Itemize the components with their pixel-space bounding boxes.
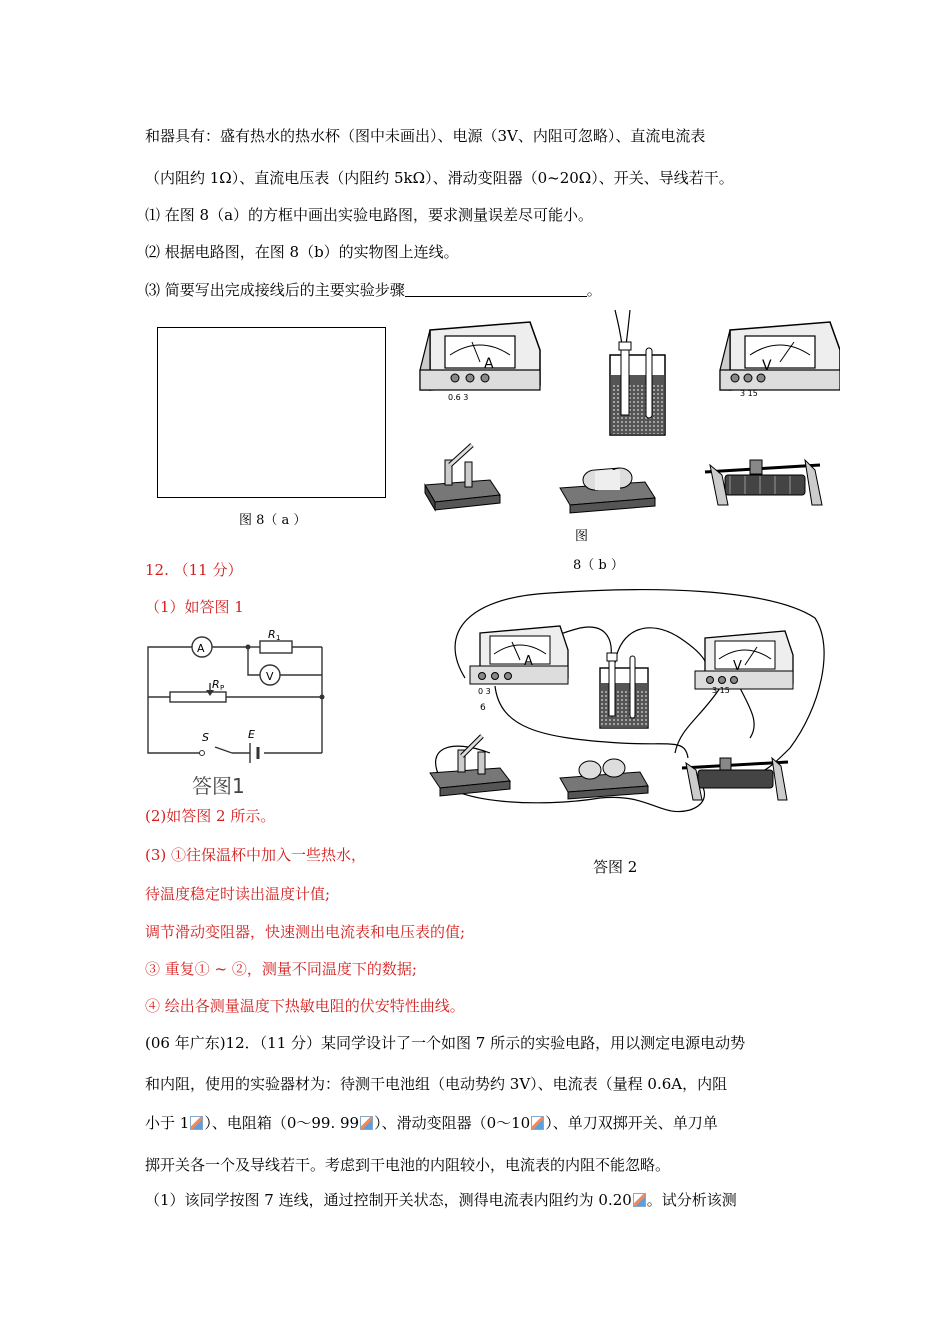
figure-8a-caption: 图 8（ a ） [239, 513, 307, 528]
omega-image-icon [531, 1116, 544, 1130]
q06-line-3-d: ）、单刀双掷开关、单刀单 [545, 1114, 718, 1132]
answer-figure-1-caption: 答图1 [192, 774, 245, 798]
answer-voltmeter-scale: 3 15 [712, 686, 730, 695]
q06-line-4: 掷开关各一个及导线若干。考虑到干电池的内阻较小，电流表的内阻不能忽略。 [145, 1156, 671, 1174]
answer-rheostat [682, 758, 788, 800]
figure-8b-caption-2: 8（ b ） [573, 558, 624, 573]
answer-title: 12. （11 分） [145, 561, 243, 579]
q06-line-3 [145, 1113, 718, 1133]
answer-part-3: (3) ①往保温杯中加入一些热水， [145, 846, 367, 864]
answer-figure-2-caption: 答图 2 [593, 858, 638, 876]
answer-figure-1-circuit [140, 625, 330, 805]
answer-battery-holder [560, 759, 648, 799]
q06-line-3-a: 小于 1 [145, 1114, 190, 1132]
q06-line-2: 和内阻，使用的实验器材为：待测干电池组（电动势约 3V）、电流表（量程 0.6A，内阻 [145, 1075, 728, 1093]
figure-8b-caption-1: 图 [575, 529, 589, 544]
answer-ammeter-letter: A [524, 654, 533, 669]
ammeter [420, 322, 540, 402]
q06-line-1: (06 年广东)12．（11 分）某同学设计了一个如图 7 所示的实验电路，用以测定电源电动势 [145, 1034, 746, 1052]
figure-8b-apparatus [400, 300, 840, 530]
text-line-2: （内阻约 1Ω）、直流电压表（内阻约 5kΩ）、滑动变阻器（0~20Ω）、开关、导线若干。 [145, 169, 734, 187]
answer-blank [405, 280, 587, 297]
q06-line-5-b: 。试分析该测 [646, 1191, 737, 1209]
circuit-switch-label: S [202, 731, 209, 744]
ammeter-scale: 0.6 3 [448, 393, 469, 402]
circuit-battery-label: E [248, 728, 255, 741]
question-3 [145, 280, 602, 300]
answer-ammeter-scale: 0 3 [478, 687, 491, 696]
answer-part-1: （1）如答图 1 [145, 598, 244, 616]
question-2: ⑵ 根据电路图，在图 8（b）的实物图上连线。 [145, 243, 459, 261]
answer-step-4: ④ 绘出各测量温度下热敏电阻的伏安特性曲线。 [145, 997, 465, 1015]
answer-figure-2-wiring [420, 578, 840, 828]
ammeter-letter: A [484, 356, 494, 372]
voltmeter-letter: V [762, 358, 772, 374]
rheostat [705, 460, 822, 505]
circuit-rp-sub: P [220, 684, 225, 692]
circuit-r1-sub: 1 [276, 634, 281, 642]
question-1: ⑴ 在图 8（a）的方框中画出实验电路图，要求测量误差尽可能小。 [145, 206, 594, 224]
circuit-rp-label: R [212, 678, 220, 691]
text-line-1: 和器具有：盛有热水的热水杯（图中未画出）、电源（3V、内阻可忽略）、直流电流表 [145, 127, 706, 145]
question-3-text: ⑶ 简要写出完成接线后的主要实验步骤 [145, 281, 405, 299]
answer-voltmeter-letter: V [733, 659, 742, 674]
battery-holder [560, 468, 655, 513]
answer-part-2: (2)如答图 2 所示。 [145, 807, 276, 825]
answer-voltmeter [695, 631, 793, 695]
knife-switch [425, 445, 500, 510]
omega-image-icon [633, 1193, 646, 1207]
q06-line-5 [145, 1190, 737, 1210]
omega-image-icon [190, 1116, 203, 1130]
answer-step-3: ③ 重复① ~ ②，测量不同温度下的数据; [145, 960, 417, 978]
answer-step-2: 调节滑动变阻器，快速测出电流表和电压表的值; [145, 923, 466, 941]
voltmeter [720, 322, 840, 398]
circuit-ammeter-letter: A [197, 642, 205, 655]
beaker [610, 310, 665, 435]
answer-knife-switch [430, 736, 510, 796]
q06-line-3-b: ）、电阻箱（0～99. 99 [204, 1114, 360, 1132]
answer-beaker [600, 653, 648, 728]
question-3-end: 。 [586, 281, 602, 299]
q06-line-5-a: （1）该同学按图 7 连线，通过控制开关状态，测得电流表内阻约为 0.20 [145, 1191, 632, 1209]
omega-image-icon [360, 1116, 373, 1130]
voltmeter-scale: 3 15 [740, 389, 758, 398]
figure-8a-box [157, 327, 386, 498]
circuit-r1-label: R [268, 628, 276, 641]
answer-ammeter-six: 6 [480, 703, 486, 713]
q06-line-3-c: ）、滑动变阻器（0～10 [374, 1114, 531, 1132]
answer-ammeter [470, 626, 568, 713]
circuit-voltmeter-letter: V [266, 670, 274, 683]
answer-step-1b: 待温度稳定时读出温度计值; [145, 885, 331, 903]
